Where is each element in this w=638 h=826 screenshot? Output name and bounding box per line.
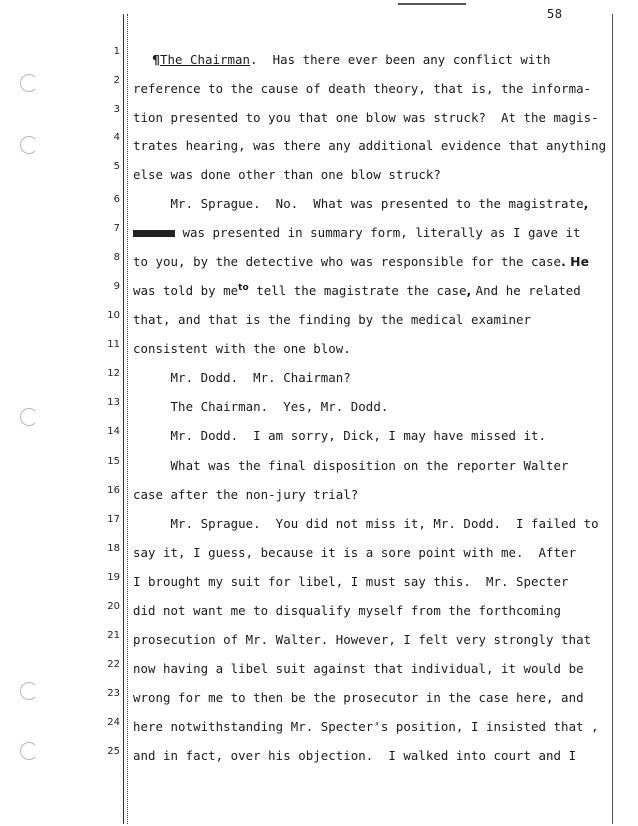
line-number: 15 (107, 456, 120, 467)
transcript-line (133, 254, 589, 269)
transcript-line: that, and that is the finding by the medical examiner (133, 312, 532, 327)
transcript-line: prosecution of Mr. Walter. However, I felt very strongly that (133, 632, 592, 647)
line-number: 20 (107, 601, 120, 612)
transcript-line: The Chairman. Yes, Mr. Dodd. (133, 399, 389, 414)
transcript-line: consistent with the one blow. (133, 341, 351, 356)
speaker-name: The Chairman (159, 52, 251, 67)
line-number: 14 (107, 426, 120, 437)
transcript-line: case after the non-jury trial? (133, 487, 359, 502)
line-number: 8 (113, 252, 120, 263)
line-text: Mr. Sprague. No. What was presented to the magistrate (133, 196, 584, 211)
line-number: 19 (107, 572, 120, 583)
line-number: 13 (107, 397, 120, 408)
line-number: 11 (107, 339, 120, 350)
paragraph-mark: ¶ (152, 52, 160, 67)
page-number: 58 (547, 7, 563, 21)
transcript-line: else was done other than one blow struck? (133, 167, 441, 182)
transcript-line: I brought my suit for libel, I must say this. Mr. Specter (133, 574, 569, 589)
line-number: 16 (107, 485, 120, 496)
transcript-line: wrong for me to then be the prosecutor in the case here, and (133, 690, 584, 705)
line-number: 4 (113, 132, 120, 143)
line-number: 22 (107, 659, 120, 670)
binder-hole (20, 136, 38, 154)
right-margin-rule (612, 14, 613, 824)
line-number: 3 (113, 104, 120, 115)
transcript-line: reference to the cause of death theory, that is, the informa- (133, 81, 592, 96)
binder-hole (20, 408, 38, 426)
transcript-line: and in fact, over his objection. I walked into court and I (133, 748, 577, 763)
line-text: tell the magistrate the case (248, 283, 467, 299)
line-number: 6 (113, 194, 120, 205)
left-margin-rule-inner (127, 14, 128, 824)
handwritten-insert: to (238, 283, 249, 293)
line-text: to you, by the detective who was responsible for the case (133, 254, 562, 269)
transcript-line (133, 225, 581, 240)
transcript-line: say it, I guess, because it is a sore point with me. After (133, 545, 577, 560)
binder-hole (20, 74, 38, 92)
line-number: 10 (107, 310, 120, 321)
handwritten-edit: , (466, 283, 476, 299)
line-number: 9 (113, 281, 120, 292)
binder-hole (20, 742, 38, 760)
line-text: . Has there ever been any conflict with (250, 52, 551, 67)
top-edge-mark (398, 0, 466, 5)
line-number: 24 (107, 717, 120, 728)
line-number: 23 (107, 688, 120, 699)
line-text: was presented in summary form, literally as I gave it (175, 225, 581, 240)
transcript-line: trates hearing, was there any additional evidence that anything (133, 138, 607, 153)
line-number: 7 (113, 223, 120, 234)
transcript-line: now having a libel suit against that individual, it would be (133, 661, 584, 676)
binder-hole (20, 682, 38, 700)
transcript-line: tion presented to you that one blow was struck? At the magis- (133, 110, 599, 125)
transcript-line: What was the final disposition on the reporter Walter (133, 458, 569, 473)
line-number: 1 (113, 46, 120, 57)
handwritten-edit: . He (561, 254, 590, 269)
line-number: 2 (113, 75, 120, 86)
line-number: 12 (107, 368, 120, 379)
line-number: 21 (107, 630, 120, 641)
line-text: was told by me (133, 283, 239, 299)
transcript-line: here notwithstanding Mr. Specter's position, I insisted that , (133, 719, 599, 734)
line-text: And he related (475, 283, 581, 299)
handwritten-edit: , (583, 196, 589, 211)
transcript-line (152, 52, 550, 67)
transcript-line: Mr. Sprague. You did not miss it, Mr. Dodd. I failed to (133, 516, 599, 531)
transcript-line: did not want me to disqualify myself from the forthcoming (133, 603, 562, 618)
left-margin-rule (123, 14, 124, 824)
line-number: 5 (113, 161, 120, 172)
transcript-line (133, 196, 588, 211)
transcript-line: Mr. Dodd. I am sorry, Dick, I may have missed it. (133, 428, 547, 443)
struck-text: and it (133, 230, 175, 237)
line-number: 17 (107, 514, 120, 525)
line-number: 18 (107, 543, 120, 554)
transcript-line (133, 283, 581, 298)
transcript-line: Mr. Dodd. Mr. Chairman? (133, 370, 351, 385)
line-number: 25 (107, 746, 120, 757)
